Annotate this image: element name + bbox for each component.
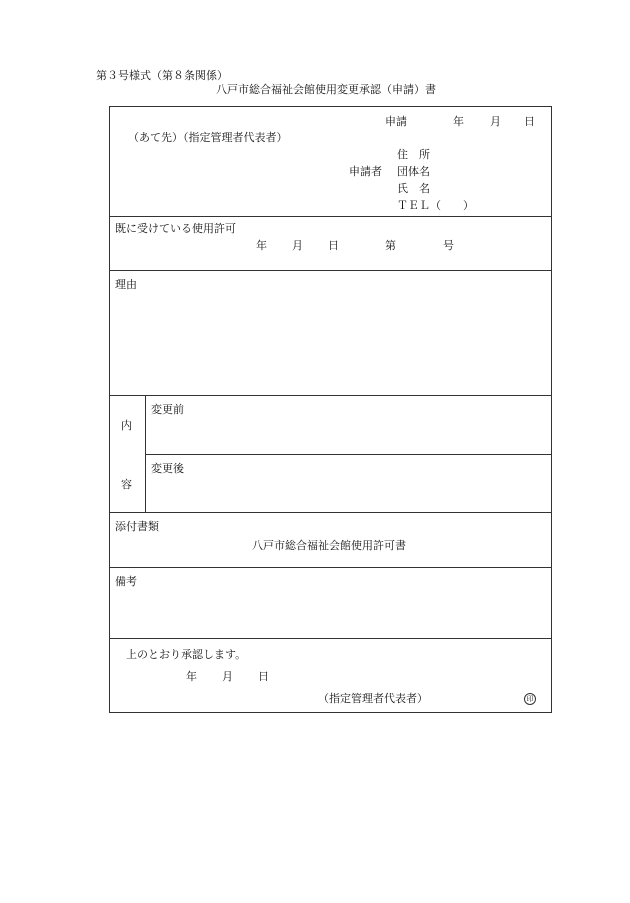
permit-month[interactable]: 月 [292, 239, 303, 252]
after-change-field[interactable] [151, 478, 546, 508]
permit-number-prefix: 第 [385, 239, 396, 252]
permit-year[interactable]: 年 [256, 239, 267, 252]
divider-attachments [110, 567, 551, 568]
form-table [109, 106, 552, 713]
seal-mark[interactable] [524, 692, 536, 705]
group-name-field[interactable]: 団体名 [397, 165, 430, 178]
attachments-label: 添付書類 [115, 520, 159, 533]
existing-permit-label: 既に受けている使用許可 [115, 222, 236, 235]
divider-content-inner [145, 454, 551, 455]
divider-applicant [110, 216, 551, 217]
remarks-field[interactable] [115, 592, 545, 632]
divider-permit [110, 270, 551, 271]
before-change-field[interactable] [151, 419, 546, 451]
name-field[interactable]: 氏 名 [397, 182, 430, 195]
before-change-label: 変更前 [151, 403, 184, 416]
application-day[interactable]: 日 [524, 115, 535, 128]
divider-reason [110, 395, 551, 396]
permit-day[interactable]: 日 [328, 239, 339, 252]
form-number: 第３号様式（第８条関係） [96, 69, 228, 82]
seal-icon: 印 [524, 693, 536, 705]
application-date-label: 申請 [385, 115, 407, 128]
address-field[interactable]: 住 所 [397, 148, 430, 161]
approval-day[interactable]: 日 [258, 670, 269, 683]
content-label-top: 内 [121, 419, 132, 432]
reason-field[interactable] [115, 297, 545, 387]
approval-signer: （指定管理者代表者） [318, 692, 428, 705]
application-year[interactable]: 年 [453, 115, 464, 128]
divider-remarks [110, 638, 551, 639]
divider-content [110, 512, 551, 513]
reason-label: 理由 [115, 278, 137, 291]
attachments-value: 八戸市総合福祉会館使用許可書 [252, 539, 406, 552]
approval-month[interactable]: 月 [222, 670, 233, 683]
after-change-label: 変更後 [151, 462, 184, 475]
permit-number-suffix: 号 [443, 239, 454, 252]
applicant-label: 申請者 [349, 165, 382, 178]
approval-year[interactable]: 年 [186, 670, 197, 683]
form-title: 八戸市総合福祉会館使用変更承認（申請）書 [216, 83, 436, 96]
application-month[interactable]: 月 [490, 115, 501, 128]
approval-statement: 上のとおり承認します。 [126, 648, 247, 661]
tel-field[interactable]: ＴＥＬ（ ） [397, 199, 474, 212]
addressee-label: （あて先）（指定管理者代表者） [128, 131, 288, 144]
content-label-bottom: 容 [121, 478, 132, 491]
remarks-label: 備考 [115, 575, 137, 588]
